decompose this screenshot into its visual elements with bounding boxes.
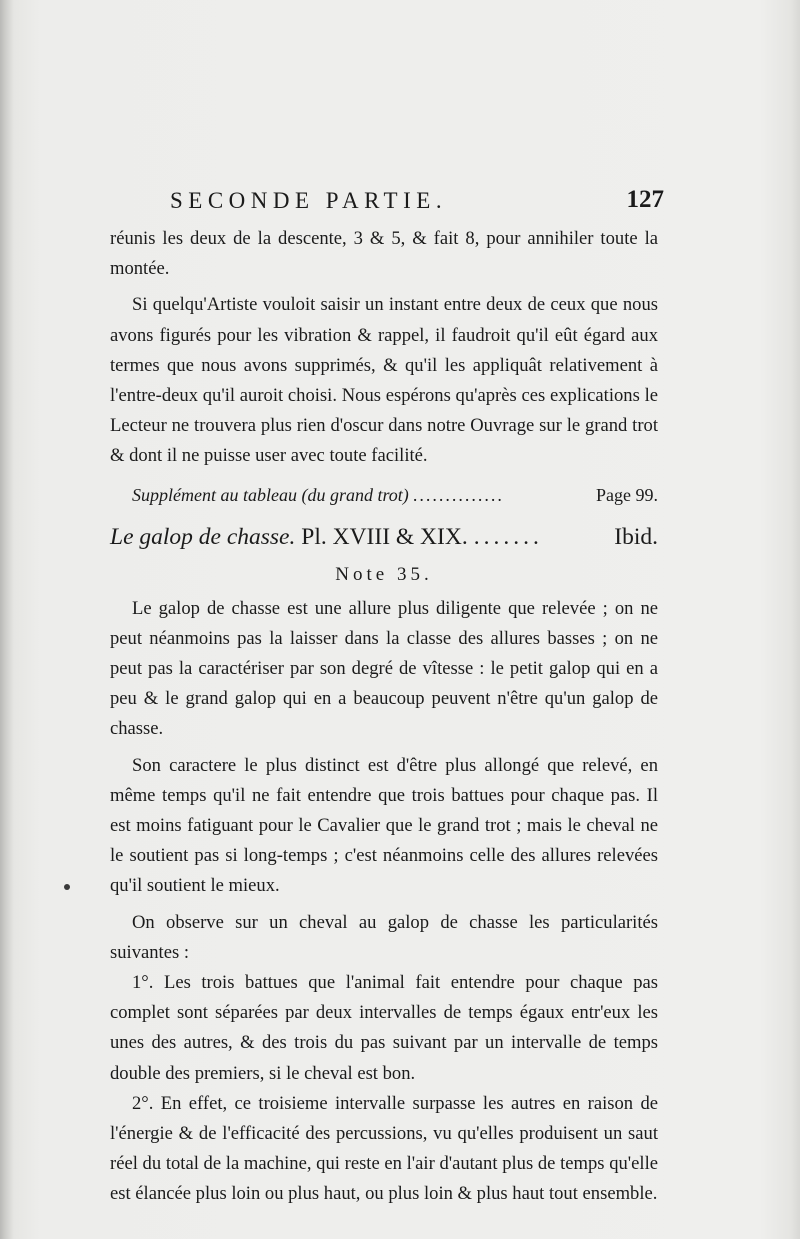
paragraph: 2°. En effet, ce troisieme intervalle surpasse les autres en raison de l'énergie & de l'efficacité des percussions, vu qu'elles produisent un saut réel du total de la machine, qui reste en l'air d'autant plus de temps qu'elle est élancée plus loin ou plus haut, ou plus loin & plus haut tout ensemble. — [110, 1092, 658, 1205]
paragraph: réunis les deux de la descente, 3 & 5, & fait 8, pour annihiler toute la montée. — [110, 228, 658, 280]
galop-heading-text — [110, 520, 468, 554]
supplement-line — [110, 480, 658, 510]
paragraph: 1°. Les trois battues que l'animal fait entendre pour chaque pas complet sont séparées par deux intervalles de temps égaux entr'eux les unes des autres, & des trois du pas suivant par un intervalle de temps double des premiers, si le cheval est bon. — [110, 972, 658, 1084]
supplement-page-ref: Page 99. — [596, 484, 658, 505]
galop-heading — [110, 520, 658, 554]
paragraph: On observe sur un cheval au galop de chasse les particularités suivantes : — [110, 911, 658, 963]
page-number: 127 — [626, 186, 664, 213]
paragraph: Le galop de chasse est une allure plus diligente que relevée ; on ne peut néanmoins pas la laisser dans la classe des allures basses ; on ne peut pas la caractériser par son degré de vîtesse : le petit galop qui en a peu & le grand galop qui en a beaucoup peuvent n'être qu'un galop de chasse. — [110, 597, 658, 740]
ink-spot — [64, 884, 70, 890]
paragraph: Son caractere le plus distinct est d'être plus allongé que relevé, en même temps qu'il ne fait entendre que trois battues pour chaque pas. Il est moins fatiguant pour le Cavalier que le grand trot ; mais le cheval ne le soutient pas si long-temps ; c'est néanmoins celle des allures relevées qu'il soutient le mieux. — [110, 754, 658, 897]
running-head — [110, 180, 664, 224]
galop-heading-italic: Le galop de chasse. — [110, 523, 296, 550]
supplement-label: Supplément au tableau (du grand trot) — [132, 484, 409, 505]
leader-dots: .............. — [412, 484, 504, 505]
leader-dots: ....... — [473, 523, 543, 550]
text-block — [110, 180, 664, 1210]
paragraph: Si quelqu'Artiste vouloit saisir un instant entre deux de ceux que nous avons figurés pour les vibration & rappel, il faudroit qu'il eût égard aux termes que nous avons supprimés, & qu'il les appliquât relativement à l'entre-deux qu'il auroit choisi. Nous espérons qu'après ces explications le Lecteur ne trouvera plus rien d'oscur dans notre Ouvrage sur le grand trot & dont il ne puisse user avec toute facilité. — [110, 294, 658, 467]
galop-heading-ibid: Ibid. — [614, 523, 658, 550]
running-title: SECONDE PARTIE. — [170, 188, 448, 213]
note-title: Note 35. — [335, 563, 433, 585]
galop-heading-plates: Pl. XVIII & XIX. — [295, 523, 468, 550]
